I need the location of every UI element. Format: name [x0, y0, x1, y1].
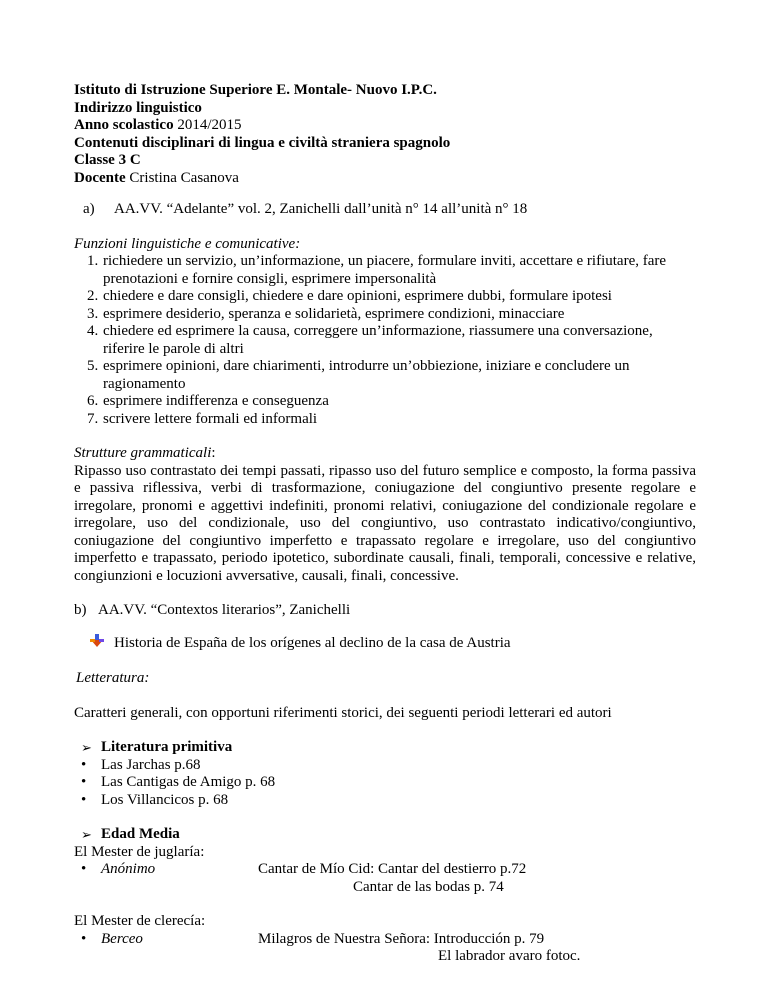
list-item: 7. scrivere lettere formali ed informali	[87, 410, 318, 427]
primitive-heading-item	[74, 739, 696, 757]
juglaria-label: El Mester de juglaría:	[74, 843, 205, 860]
grammar-colon: :	[211, 445, 216, 461]
list-item: • Las Jarchas p.68	[81, 756, 201, 773]
bullet-icon: •	[81, 756, 87, 773]
primitive-heading: Literatura primitiva	[101, 739, 233, 755]
medieval-heading-item	[74, 826, 696, 844]
juglaria-work-2: Cantar de las bodas p. 74	[353, 878, 504, 895]
textbook-b	[74, 602, 696, 620]
functions-list	[74, 253, 696, 428]
clerecia-author: Berceo	[101, 930, 143, 947]
document-page	[74, 82, 696, 966]
bullet-icon: •	[81, 861, 87, 877]
list-item: 3. esprimere desiderio, speranza e solidarietà, esprimere condizioni, minacciare	[87, 305, 565, 322]
juglaria-work-1: Cantar de Mío Cid: Cantar del destierro p.72	[258, 861, 527, 877]
arrow-icon: ➢	[81, 827, 92, 842]
bullet-icon: •	[81, 791, 87, 808]
list-item: 5. esprimere opinioni, dare chiarimenti, introdurre un’obbiezione, iniziare e concludere un ragionamento	[87, 358, 630, 392]
juglaria-author: Anónimo	[101, 861, 156, 877]
history-text: Historia de España de los orígenes al declino de la casa de Austria	[114, 634, 511, 651]
pin-icon	[90, 634, 114, 654]
year-value: 2014/2015	[177, 117, 242, 133]
textbook-a-tag: a)	[83, 201, 95, 217]
list-item: 2. chiedere e dare consigli, chiedere e dare opinioni, esprimere dubbi, formulare ipotesi	[87, 288, 612, 304]
history-item	[90, 634, 696, 654]
grammar-title: Strutture grammaticali	[74, 445, 212, 461]
textbook-a	[83, 201, 696, 219]
clerecia-work-1: Milagros de Nuestra Señora: Introducción p. 79	[258, 930, 545, 947]
medieval-list	[74, 826, 696, 844]
clerecia-row	[74, 931, 696, 949]
arrow-icon: ➢	[81, 740, 92, 755]
literature-intro: Caratteri generali, con opportuni riferimenti storici, dei seguenti periodi letterari ed autori	[74, 704, 612, 721]
school-name: Istituto di Istruzione Superiore E. Montale- Nuovo I.P.C.	[74, 82, 437, 98]
bullet-icon: •	[81, 930, 87, 947]
list-item: 4. chiedere ed esprimere la causa, correggere un’informazione, riassumere una conversazione, riferire le parole di altri	[87, 323, 653, 357]
list-item: • Los Villancicos p. 68	[81, 791, 229, 808]
bullet-icon: •	[81, 774, 87, 790]
contents-title: Contenuti disciplinari di lingua e civiltà straniera spagnolo	[74, 134, 451, 151]
juglaria-row	[74, 861, 696, 879]
teacher-label: Docente	[74, 169, 126, 186]
list-item: • Las Cantigas de Amigo p. 68	[81, 774, 276, 790]
class-label: Classe 3 C	[74, 152, 141, 168]
year-label: Anno scolastico	[74, 117, 174, 133]
primitive-list	[74, 739, 696, 809]
list-item: 6. esprimere indifferenza e conseguenza	[87, 393, 329, 409]
medieval-heading: Edad Media	[101, 826, 180, 842]
clerecia-work-2: El labrador avaro fotoc.	[438, 948, 581, 964]
list-item: 1. richiedere un servizio, un’informazione, un piacere, formulare inviti, accettare e rifiutare, fare prenotazioni e fornire consigli, esprimere impersonalità	[87, 253, 667, 287]
textbook-b-tag: b)	[74, 602, 87, 618]
functions-title: Funzioni linguistiche e comunicative:	[74, 235, 301, 252]
textbook-b-text: AA.VV. “Contextos literarios”, Zanichelli	[98, 602, 351, 618]
clerecia-label: El Mester de clerecía:	[74, 913, 206, 929]
header	[74, 82, 696, 187]
track-name: Indirizzo linguistico	[74, 99, 202, 116]
textbook-a-text: AA.VV. “Adelante” vol. 2, Zanichelli dall’unità n° 14 all’unità n° 18	[114, 201, 528, 217]
literature-title: Letteratura:	[76, 670, 150, 686]
grammar-text: Ripasso uso contrastato dei tempi passati, ripasso uso del futuro semplice e composto, la forma passiva e passiva riflessiva, verbi di trasformazione, coniugazione del congiuntivo presente regolare e irregolare, pronomi e aggettivi indefiniti, pronomi relativi, coniugazione del condizionale regolare e irregolare, uso del condizionale, uso del congiuntivo, uso contrastato indicativo/congiuntivo, coniugazione del congiuntivo imperfetto e trapassato regolare e irregolare, uso del congiuntivo imperfetto e trapassato, periodo ipotetico, subordinate causali, finali, temporali, concessive e relative, congiunzioni e locuzioni avversative, causali, finali, concessive.	[74, 462, 696, 584]
grammar-title-line	[74, 445, 696, 463]
teacher-value: Cristina Casanova	[129, 169, 239, 186]
